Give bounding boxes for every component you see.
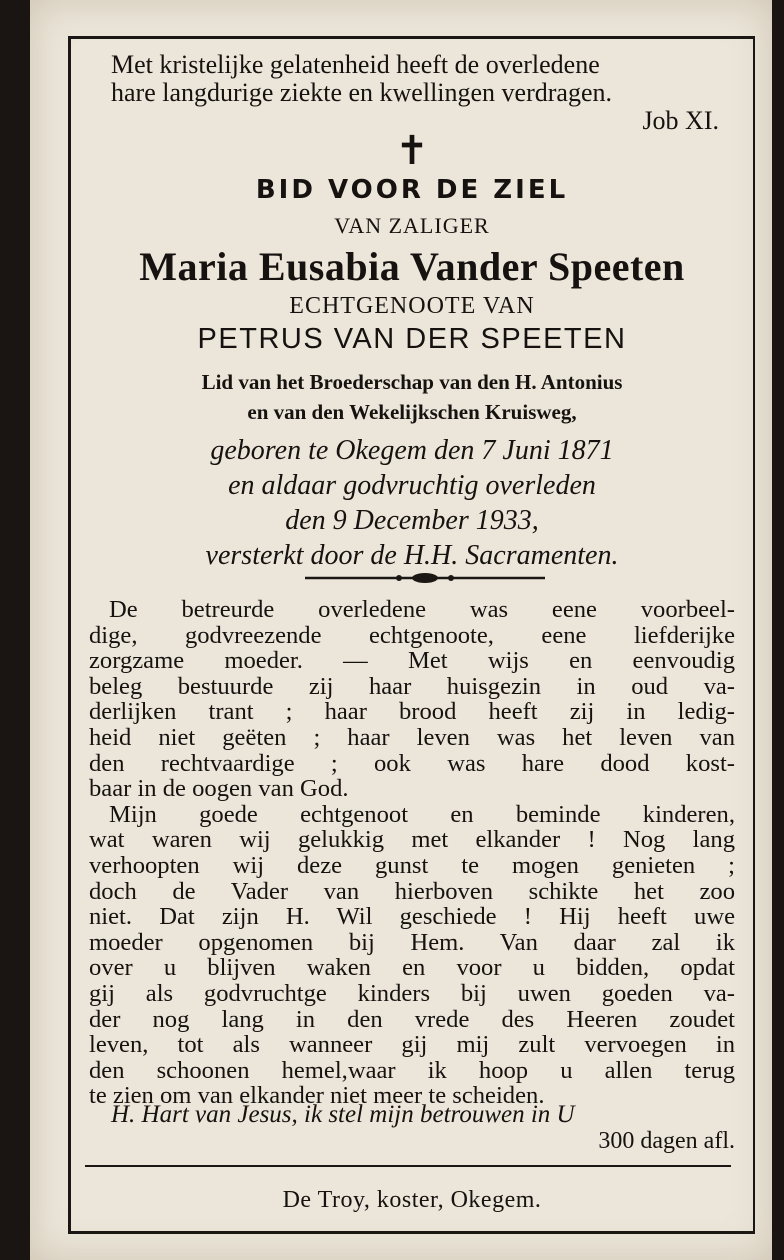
eulogy-line: der nog lang in den vrede des Heeren zoudet [89,1005,735,1033]
membership-line-1: Lid van het Broederschap van den H. Antonius [201,370,623,394]
indulgence: 300 dagen afl. [598,1128,735,1154]
eulogy-line: moeder opgenomen bij Hem. Van daar zal ik [89,928,735,956]
card-border [68,36,755,1234]
memorial-card [30,0,772,1260]
prayer-heading: BID VOOR DE ZIEL [255,175,569,205]
eulogy-line: den rechtvaardige ; ook was hare dood kost- [89,749,735,777]
eulogy-line: niet. Dat zijn H. Wil geschiede ! Hij heeft uwe [89,903,735,931]
spouse-label: ECHTGENOOTE VAN [289,293,535,319]
life-dates [71,433,753,573]
eulogy-line: zorgzame moeder. — Met wijs en eenvoudig [89,647,735,675]
spouse-name: PETRUS VAN DER SPEETEN [197,323,627,355]
eulogy-line: wat waren wij gelukkig met elkander ! Nog lang [89,826,735,854]
eulogy-line: derlijken trant ; haar brood heeft zij in ledig- [89,698,735,726]
ejaculatory-prayer: H. Hart van Jesus, ik stel mijn betrouwen in U [111,1101,575,1128]
eulogy-text [89,597,735,1109]
epigraph-line-2: hare langdurige ziekte en kwellingen verdragen. [111,78,612,107]
epigraph-source: Job XI. [642,106,719,135]
eulogy-line: baar in de oogen van God. [89,775,349,803]
eulogy-line: gij als godvruchtge kinders bij uwen goeden va- [89,979,735,1007]
eulogy-line: De betreurde overledene was eene voorbeel- [109,596,735,623]
eulogy-line: verhoopten wij deze gunst te mogen genieten ; [89,851,735,879]
van-zaliger-label: VAN ZALIGER [334,213,490,238]
eulogy-line: heid niet geëten ; haar leven was het leven van [89,723,735,751]
death-line: en aldaar godvruchtig overleden [228,470,596,501]
eulogy-line: beleg bestuurde zij haar huisgezin in oud va- [89,672,735,700]
cross-icon: ✝ [395,128,429,174]
eulogy-line: leven, tot als wanneer gij mij zult vervoegen in [89,1031,735,1059]
printer-credit: De Troy, koster, Okegem. [282,1187,542,1213]
eulogy-line: over u blijven waken en voor u bidden, opdat [89,954,735,982]
bottom-rule [85,1165,731,1167]
membership-line-2: en van den Wekelijkschen Kruisweg, [247,400,577,424]
epigraph [71,51,753,135]
eulogy-line: te zien om van elkander niet meer te scheiden. [89,1082,545,1110]
death-date-line: den 9 December 1933, [285,505,539,536]
deceased-name: Maria Eusabia Vander Speeten [139,244,685,289]
eulogy-line: Mijn goede echtgenoot en beminde kinderen, [109,800,735,828]
eulogy-line: dige, godvreezende echtgenoote, eene liefderijke [89,621,735,649]
ornament-divider [305,571,545,585]
epigraph-line-1: Met kristelijke gelatenheid heeft de overledene [111,50,600,79]
membership [71,367,753,427]
sacraments-line: versterkt door de H.H. Sacramenten. [205,540,619,571]
birth-line: geboren te Okegem den 7 Juni 1871 [210,435,614,466]
eulogy-line: den schoonen hemel,waar ik hoop u allen terug [89,1056,735,1084]
eulogy-line: doch de Vader van hierboven schikte het zoo [89,877,735,905]
